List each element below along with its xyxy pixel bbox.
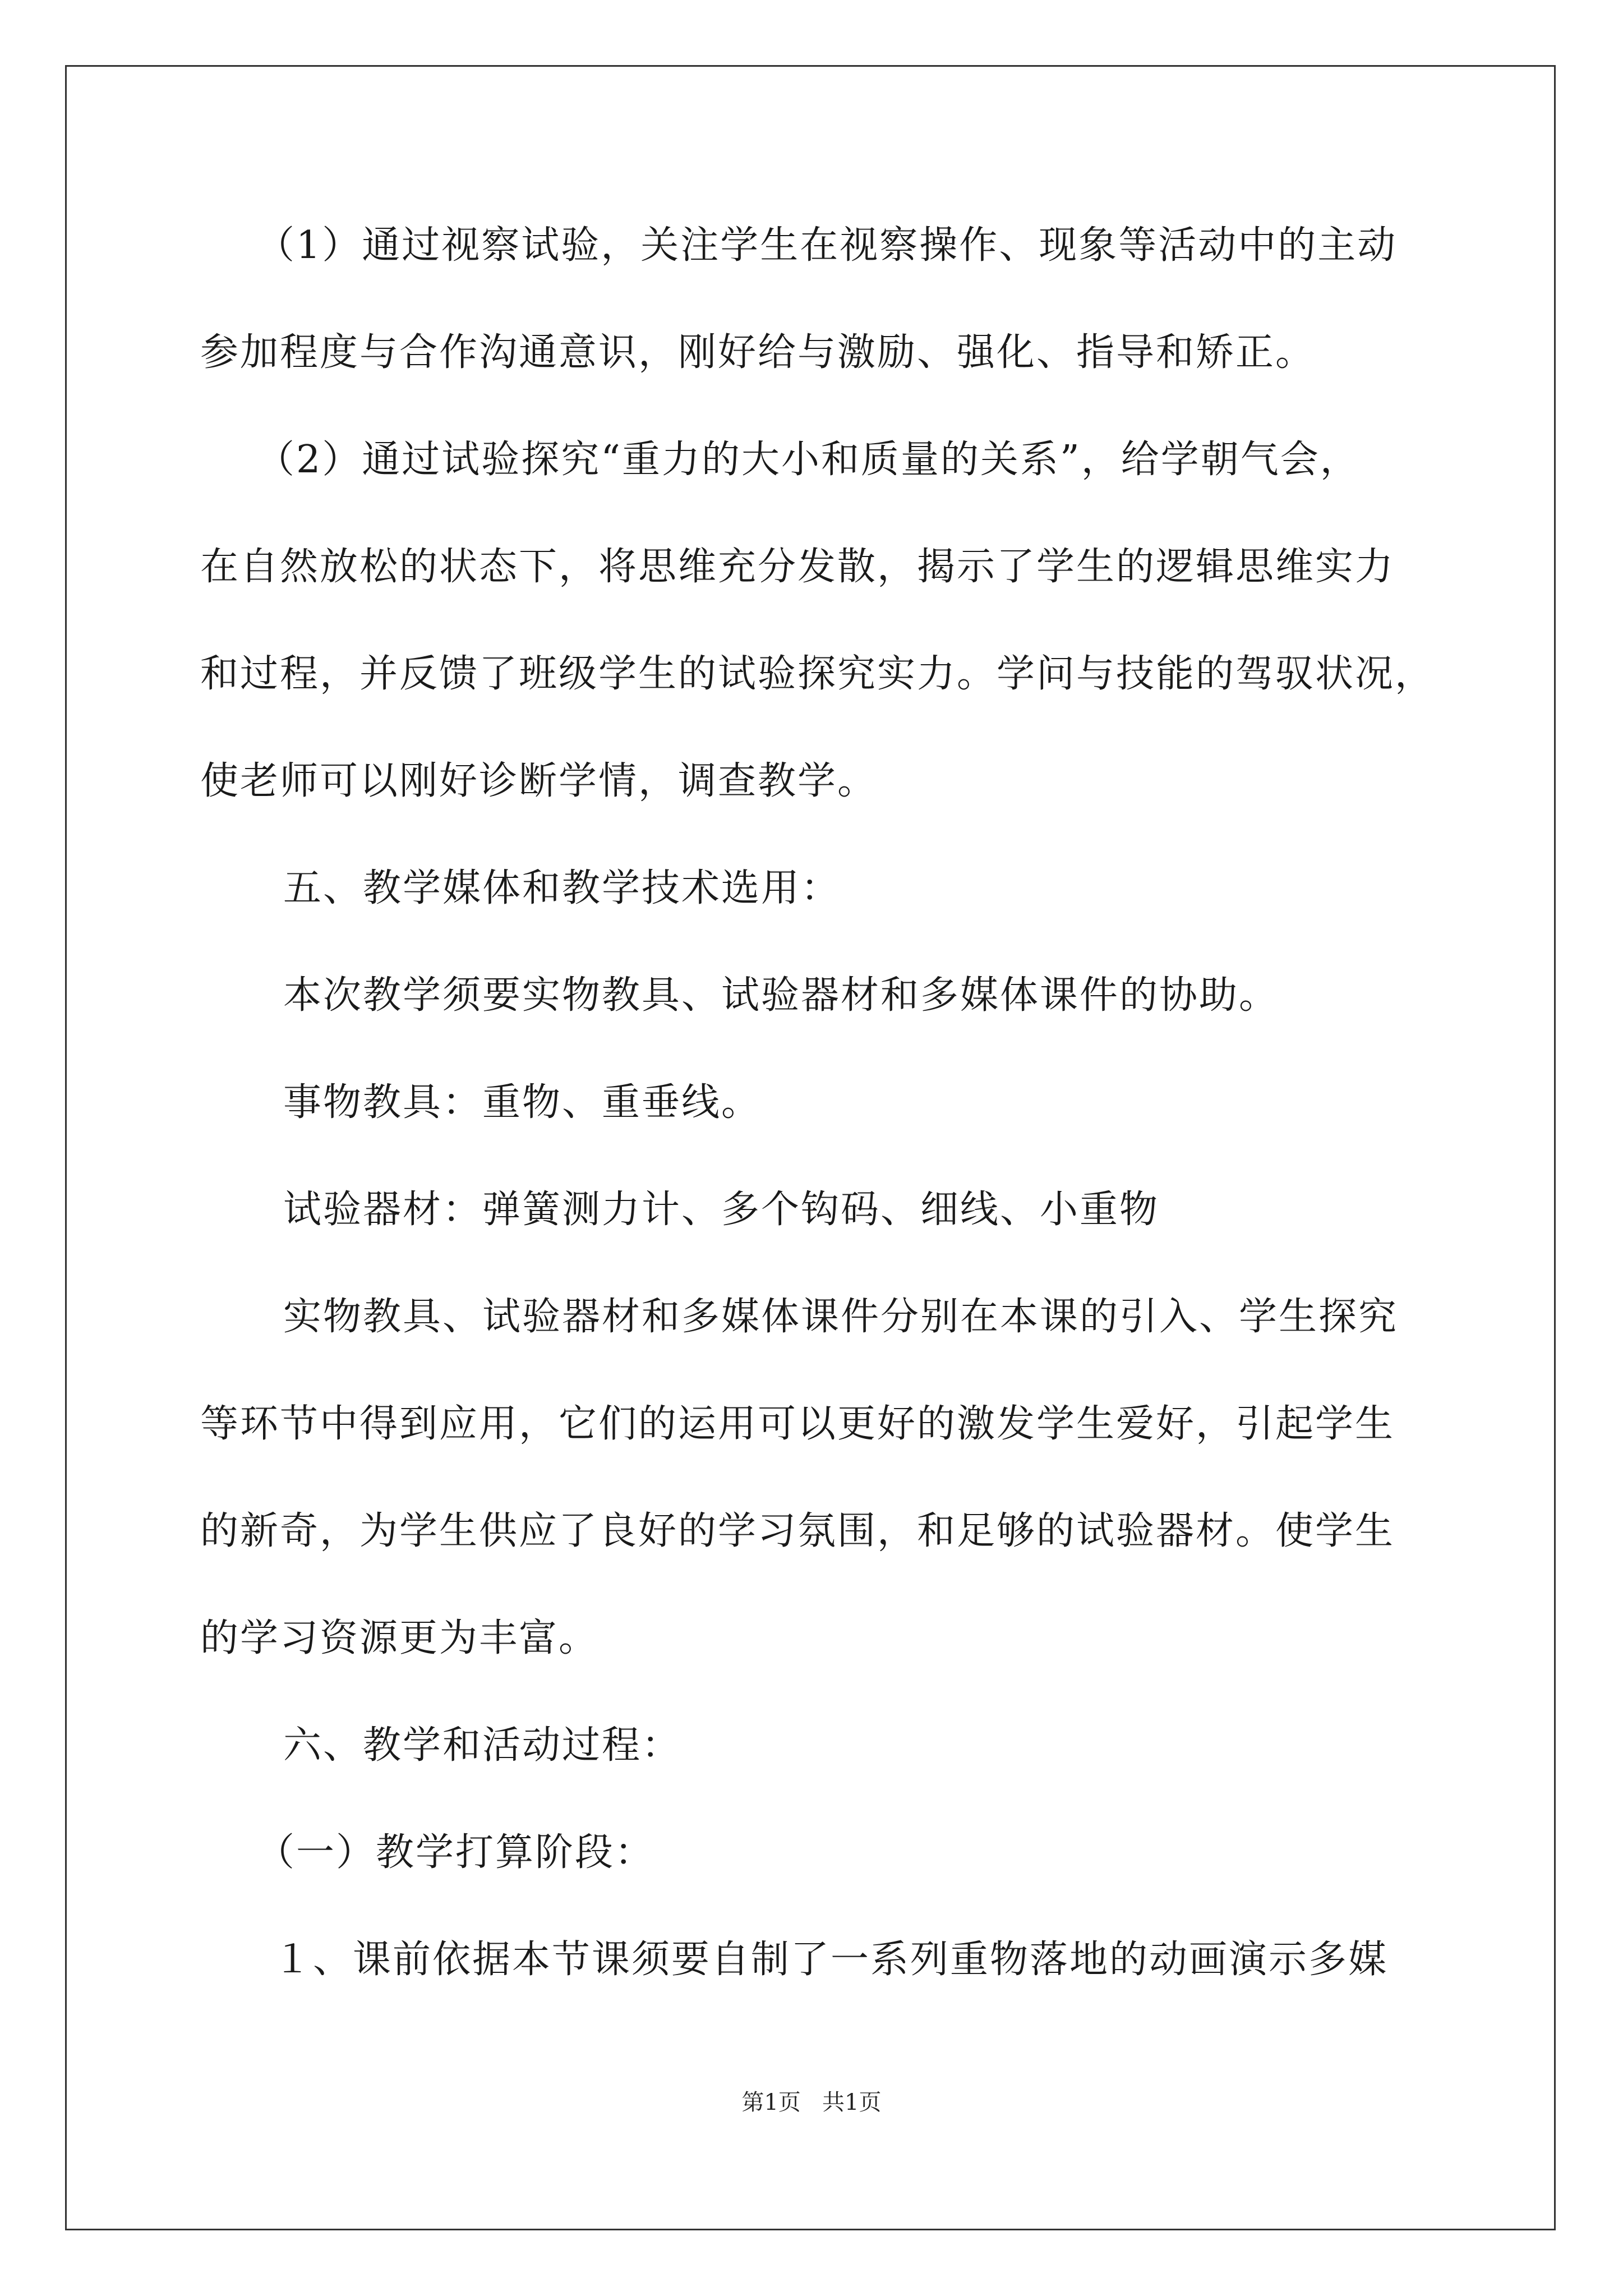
text-line: 本次教学须要实物教具、试验器材和多媒体课件的协助。 (283, 973, 1279, 1018)
text-line: 六、教学和活动过程： (283, 1723, 682, 1768)
text-line: 的学习资源更为丰富。 (200, 1616, 599, 1660)
text-line: 事物教具：重物、重垂线。 (283, 1080, 762, 1125)
text-line: （2）通过试验探究“重力的大小和质量的关系”，给学朝气会， (256, 438, 1360, 482)
document-body (200, 219, 1462, 2040)
text-line: 试验器材：弹簧测力计、多个钩码、细线、小重物 (283, 1188, 1160, 1232)
text-line: （1）通过视察试验，关注学生在视察操作、现象等活动中的主动 (256, 223, 1398, 268)
text-line: 五、教学媒体和教学技术选用： (283, 866, 841, 910)
text-line: 等环节中得到应用，它们的运用可以更好的激发学生爱好，引起学生 (200, 1402, 1395, 1446)
text-line: 和过程，并反馈了班级学生的试验探究实力。学问与技能的驾驭状况， (200, 652, 1435, 696)
text-line: （一）教学打算阶段： (256, 1830, 655, 1875)
text-line: 的新奇，为学生供应了良好的学习氛围，和足够的试验器材。使学生 (200, 1509, 1395, 1553)
text-line: １、课前依据本节课须要自制了一系列重物落地的动画演示多媒 (273, 1938, 1389, 1982)
text-line: 使老师可以刚好诊断学情，调查教学。 (200, 759, 878, 803)
text-line: 在自然放松的状态下，将思维充分发散，揭示了学生的逻辑思维实力 (200, 545, 1395, 589)
page-number-footer: 第1页 共1页 (741, 2090, 882, 2115)
text-line: 参加程度与合作沟通意识，刚好给与激励、强化、指导和矫正。 (200, 330, 1316, 375)
text-line: 实物教具、试验器材和多媒体课件分别在本课的引入、学生探究 (283, 1295, 1399, 1339)
